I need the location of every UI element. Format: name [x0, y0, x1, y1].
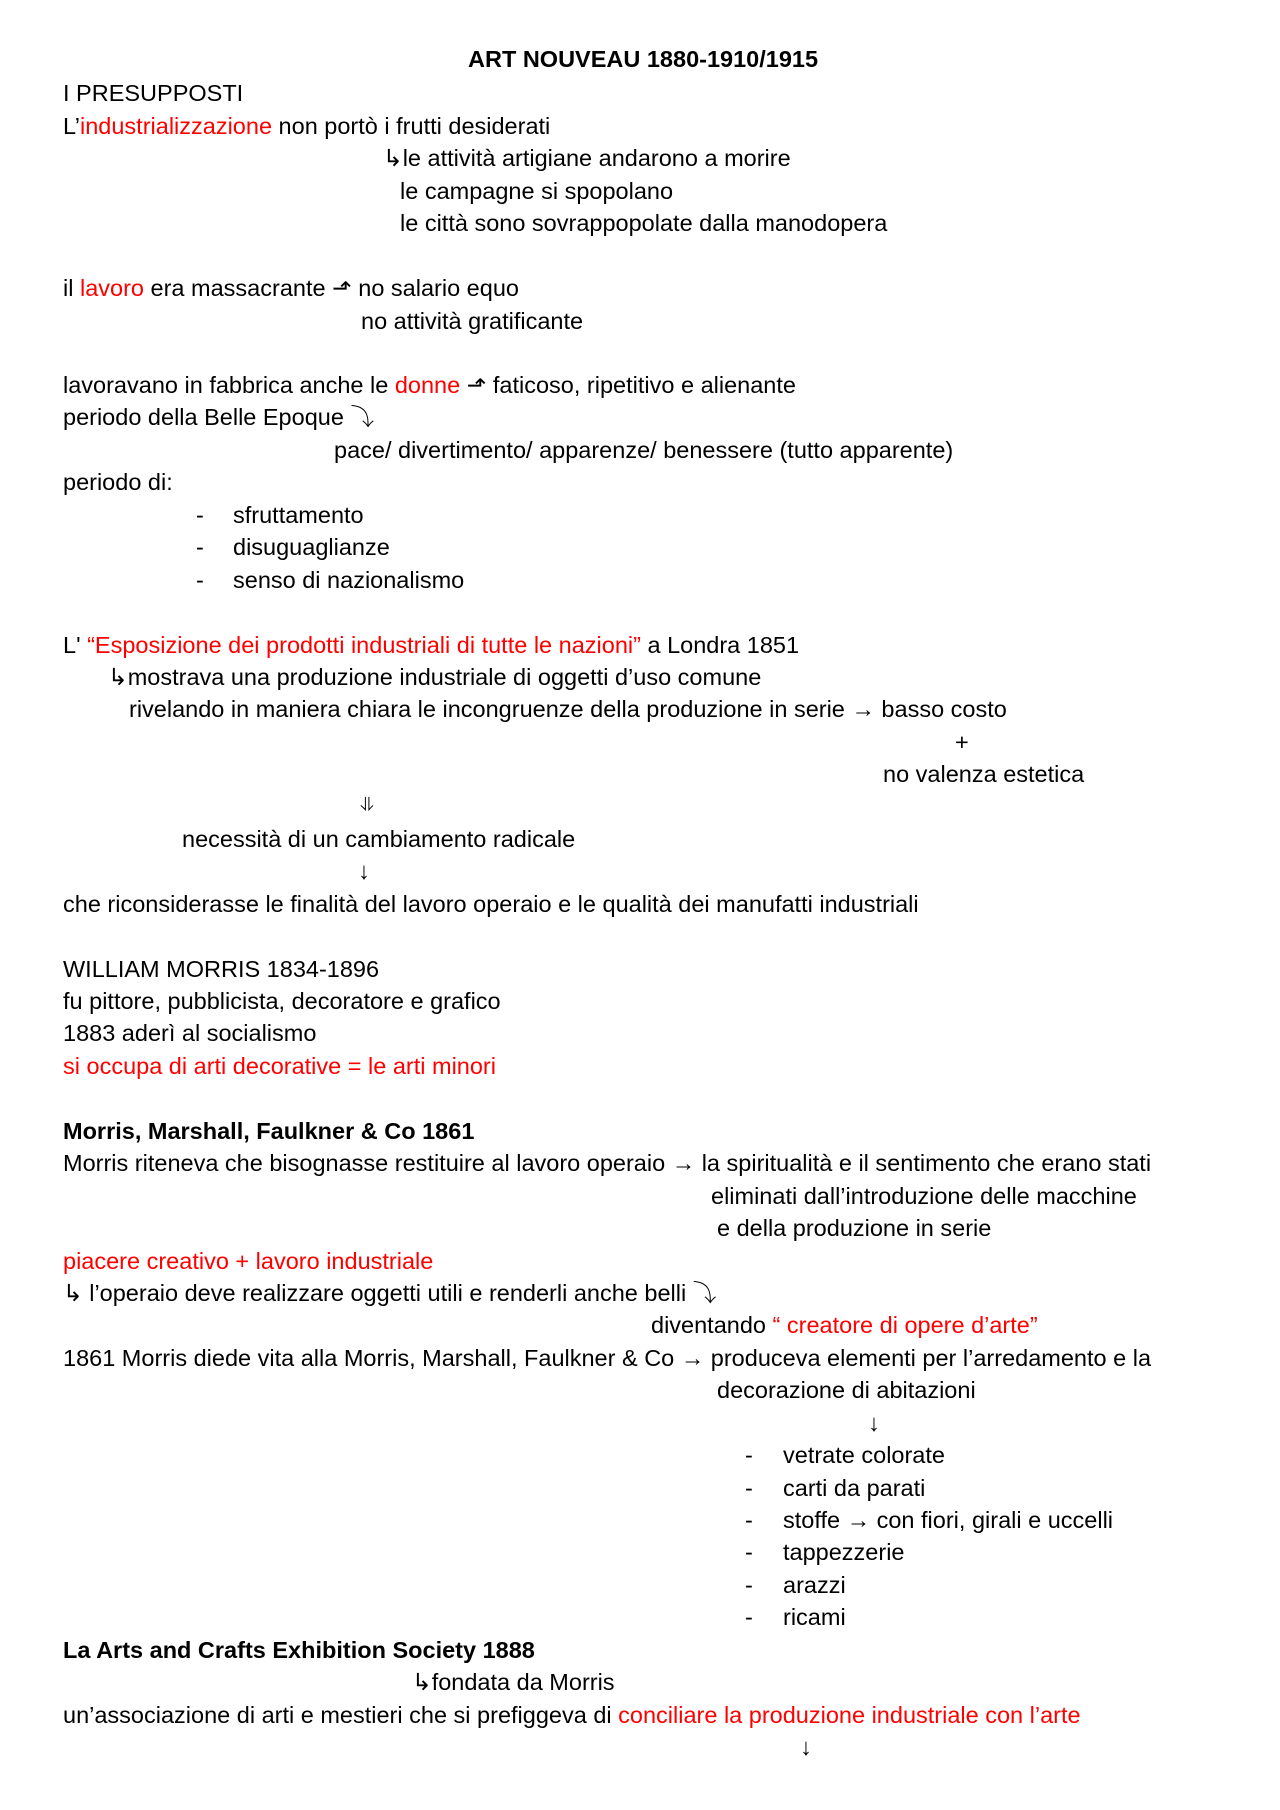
company-line-3: e della produzione in serie	[717, 1215, 992, 1241]
product-item: stoffe → con fiori, girali e uccelli	[783, 1507, 1114, 1533]
double-arrow-down-icon: ⥥	[360, 795, 374, 816]
bullet-dash: -	[196, 567, 204, 593]
highlight-esposizione: “Esposizione dei prodotti industriali di tutte le nazioni”	[87, 632, 641, 658]
donne-line: lavoravano in fabbrica anche le donne ⬏ faticoso, ripetitivo e alienante	[63, 372, 796, 398]
product-item: carti da parati	[783, 1475, 926, 1501]
heading-presupposti: I PRESUPPOSTI	[63, 80, 244, 106]
esposizione-line-2: rivelando in maniera chiara le incongruenze della produzione in serie → basso costo	[129, 696, 1007, 722]
arrow-down-icon: ↓	[800, 1734, 812, 1760]
esposizione-line: L' “Esposizione dei prodotti industriali di tutte le nazioni” a Londra 1851	[63, 632, 800, 658]
consequence-2: le campagne si spopolano	[400, 178, 674, 204]
society-founded: ↳fondata da Morris	[412, 1669, 615, 1695]
bullet-dash: -	[745, 1475, 753, 1501]
bullet-dash: -	[196, 502, 204, 528]
period-item-1: sfruttamento	[233, 502, 364, 528]
highlight-donne: donne	[394, 372, 461, 398]
company-line-6: decorazione di abitazioni	[717, 1377, 976, 1403]
product-item: ricami	[783, 1604, 846, 1630]
belle-epoque-desc: pace/ divertimento/ apparenze/ benessere (tutto apparente)	[334, 437, 954, 463]
arrow-down-icon: ↓	[358, 858, 370, 884]
consequence-3: le città sono sovrappopolate dalla manodopera	[400, 210, 888, 236]
morris-line-3: si occupa di arti decorative = le arti minori	[63, 1053, 496, 1079]
morris-line-2: 1883 aderì al socialismo	[63, 1020, 317, 1046]
morris-line-1: fu pittore, pubblicista, decoratore e grafico	[63, 988, 501, 1014]
company-line-5: 1861 Morris diede vita alla Morris, Marshall, Faulkner & Co → produceva elementi per l’arredamento e la	[63, 1345, 1152, 1371]
lavoro-line-2: no attività gratificante	[361, 308, 584, 334]
highlight-creatore: “ creatore di opere d’arte”	[766, 1312, 1038, 1338]
industrial-line: L’industrializzazione non portò i frutti desiderati	[63, 113, 551, 139]
highlight-conciliare: conciliare la produzione industriale con l’arte	[618, 1702, 1081, 1728]
company-line-2: eliminati dall’introduzione delle macchine	[711, 1183, 1137, 1209]
product-item: arazzi	[783, 1572, 846, 1598]
periodo-di-label: periodo di:	[63, 469, 173, 495]
bullet-dash: -	[745, 1442, 753, 1468]
belle-epoque-line: periodo della Belle Epoque ⤵	[63, 404, 374, 430]
company-red-line: piacere creativo + lavoro industriale	[63, 1248, 434, 1274]
society-line: un’associazione di arti e mestieri che si prefiggeva di conciliare la produzione industriale con l’arte	[63, 1702, 1081, 1728]
heading-morris: WILLIAM MORRIS 1834-1896	[63, 956, 380, 982]
diventando-line: diventando “ creatore di opere d’arte”	[651, 1312, 1038, 1338]
bullet-dash: -	[745, 1604, 753, 1630]
company-line-4: ↳ l’operaio deve realizzare oggetti utili e renderli anche belli ⤵	[63, 1280, 717, 1306]
arrow-down-icon: ↓	[868, 1410, 880, 1436]
heading-company: Morris, Marshall, Faulkner & Co 1861	[63, 1118, 475, 1144]
product-item: tappezzerie	[783, 1539, 905, 1565]
esposizione-line-4: che riconsiderasse le finalità del lavoro operaio e le qualità dei manufatti industriali	[63, 891, 919, 917]
period-item-3: senso di nazionalismo	[233, 567, 465, 593]
bullet-dash: -	[745, 1539, 753, 1565]
bullet-dash: -	[745, 1507, 753, 1533]
necessita-line: necessità di un cambiamento radicale	[182, 826, 576, 852]
highlight-industrializzazione: industrializzazione	[80, 113, 273, 139]
heading-society: La Arts and Crafts Exhibition Society 1888	[63, 1637, 535, 1663]
company-line-1: Morris riteneva che bisognasse restituire al lavoro operaio → la spiritualità e il sentimento che erano stati	[63, 1150, 1152, 1176]
consequence-1: ↳le attività artigiane andarono a morire	[383, 145, 791, 171]
plus-sign: +	[955, 729, 969, 755]
esposizione-line-1: ↳mostrava una produzione industriale di oggetti d’uso comune	[108, 664, 762, 690]
period-item-2: disuguaglianze	[233, 534, 390, 560]
page-title: ART NOUVEAU 1880-1910/1915	[468, 46, 819, 72]
esposizione-line-3: no valenza estetica	[883, 761, 1085, 787]
bullet-dash: -	[196, 534, 204, 560]
highlight-lavoro: lavoro	[79, 275, 144, 301]
lavoro-line: il lavoro era massacrante ⬏ no salario equo	[63, 275, 519, 301]
product-item: vetrate colorate	[783, 1442, 945, 1468]
bullet-dash: -	[745, 1572, 753, 1598]
